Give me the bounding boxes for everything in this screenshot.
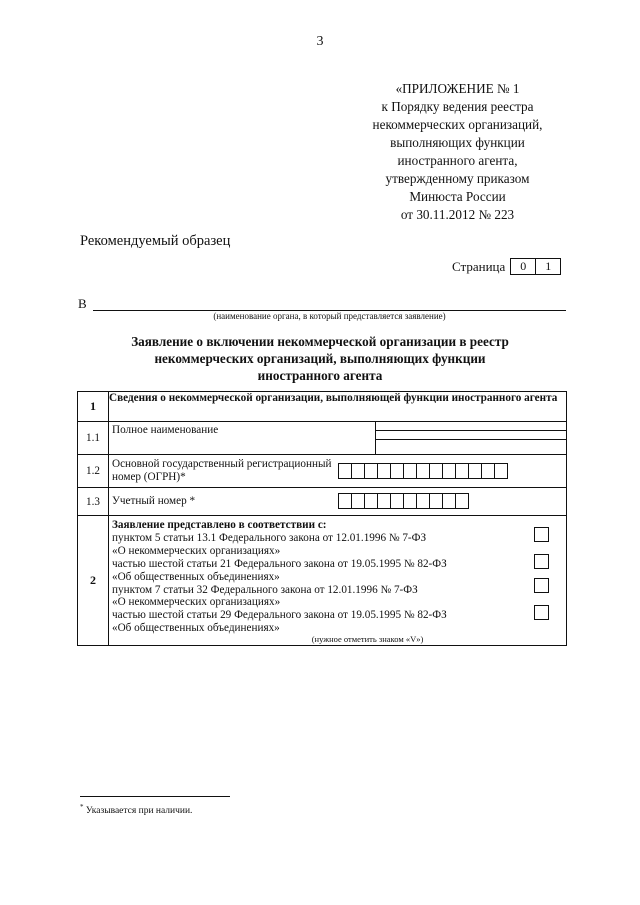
basis-item-line: пунктом 5 статьи 13.1 Федерального закона от 12.01.1996 № 7-ФЗ bbox=[112, 531, 427, 544]
appendix-block bbox=[345, 80, 570, 224]
basis-item-line: «Об общественных объединениях» bbox=[112, 570, 280, 583]
appendix-line: выполняющих функции bbox=[390, 135, 525, 150]
digit-cell[interactable] bbox=[455, 493, 469, 509]
footnote-text: Указывается при наличии. bbox=[85, 806, 193, 817]
digit-cell[interactable] bbox=[338, 493, 352, 509]
basis-note: (нужное отметить знаком «V») bbox=[311, 634, 424, 645]
title-line: иностранного агента bbox=[257, 368, 383, 383]
basis-item bbox=[112, 609, 563, 635]
row-number: 1 bbox=[78, 392, 109, 422]
full-name-cell bbox=[109, 422, 567, 455]
basis-item bbox=[112, 584, 563, 610]
section1-header-row bbox=[78, 392, 567, 422]
document-title bbox=[80, 333, 560, 384]
digit-cell[interactable] bbox=[351, 493, 365, 509]
page-number: 3 bbox=[316, 34, 324, 49]
digit-cell[interactable] bbox=[351, 463, 365, 479]
addressee-prefix: В bbox=[78, 296, 87, 311]
basis-cell bbox=[109, 516, 567, 646]
footnote-divider bbox=[80, 796, 230, 797]
full-name-field[interactable] bbox=[376, 422, 566, 454]
basis-item-line: «О некоммерческих организациях» bbox=[112, 544, 281, 557]
title-line: некоммерческих организаций, выполняющих функции bbox=[154, 351, 486, 366]
footnote bbox=[80, 803, 192, 816]
digit-cell[interactable] bbox=[494, 463, 508, 479]
page-field bbox=[452, 258, 561, 275]
appendix-line: иностранного агента, bbox=[397, 153, 518, 168]
title-line: Заявление о включении некоммерческой организации в реестр bbox=[131, 334, 509, 349]
addressee-caption: (наименование органа, в который представляется заявление) bbox=[213, 311, 446, 321]
ogrn-input-cells[interactable] bbox=[339, 463, 508, 479]
appendix-line: утвержденному приказом bbox=[385, 171, 530, 186]
digit-cell[interactable] bbox=[416, 493, 430, 509]
account-number-label: Учетный номер * bbox=[112, 494, 196, 507]
row-full-name bbox=[78, 422, 567, 455]
page-field-label: Страница bbox=[452, 258, 506, 274]
ogrn-label: Основной государственный регистрационный номер (ОГРН)* bbox=[112, 458, 332, 483]
digit-cell[interactable] bbox=[390, 463, 404, 479]
digit-cell[interactable] bbox=[338, 463, 352, 479]
basis-item bbox=[112, 532, 563, 558]
digit-cell[interactable] bbox=[377, 463, 391, 479]
basis-checkbox[interactable] bbox=[534, 554, 549, 569]
row-number: 1.3 bbox=[78, 488, 109, 516]
basis-header: Заявление представлено в соответствии с: bbox=[112, 519, 327, 531]
digit-cell[interactable] bbox=[481, 463, 495, 479]
digit-cell[interactable] bbox=[390, 493, 404, 509]
row-number: 1.1 bbox=[78, 422, 109, 455]
appendix-line: Минюста России bbox=[409, 189, 506, 204]
digit-cell[interactable] bbox=[455, 463, 469, 479]
appendix-line: некоммерческих организаций, bbox=[372, 117, 543, 132]
digit-cell[interactable] bbox=[364, 493, 378, 509]
row-number: 2 bbox=[78, 516, 109, 646]
basis-item-line: частью шестой статьи 21 Федерального закона от 19.05.1995 № 82-ФЗ bbox=[112, 557, 447, 570]
digit-cell[interactable] bbox=[403, 463, 417, 479]
full-name-label: Полное наименование bbox=[109, 422, 376, 454]
digit-cell[interactable] bbox=[403, 493, 417, 509]
basis-item-line: частью шестой статьи 29 Федерального закона от 19.05.1995 № 82-ФЗ bbox=[112, 609, 447, 622]
basis-item-line: «Об общественных объединениях» bbox=[112, 622, 280, 635]
digit-cell[interactable] bbox=[377, 493, 391, 509]
basis-item-line: «О некоммерческих организациях» bbox=[112, 596, 281, 609]
digit-cell[interactable] bbox=[429, 463, 443, 479]
recommended-sample-label: Рекомендуемый образец bbox=[80, 233, 231, 249]
row-account-number bbox=[78, 488, 567, 516]
appendix-line: к Порядку ведения реестра bbox=[381, 99, 534, 114]
appendix-line: от 30.11.2012 № 223 bbox=[400, 207, 515, 222]
application-form-table bbox=[77, 391, 567, 646]
section1-header: Сведения о некоммерческой организации, выполняющей функции иностранного агента bbox=[109, 392, 567, 422]
basis-item-line: пунктом 7 статьи 32 Федерального закона от 12.01.1996 № 7-ФЗ bbox=[112, 583, 418, 596]
row-ogrn bbox=[78, 455, 567, 488]
row-number: 1.2 bbox=[78, 455, 109, 488]
account-number-input-cells[interactable] bbox=[339, 493, 469, 509]
account-number-cell bbox=[109, 488, 567, 516]
digit-cell[interactable] bbox=[364, 463, 378, 479]
digit-cell[interactable] bbox=[429, 493, 443, 509]
footnote-mark: * bbox=[80, 803, 84, 811]
page-digit-box[interactable]: 1 bbox=[535, 258, 561, 275]
digit-cell[interactable] bbox=[442, 493, 456, 509]
basis-checkbox[interactable] bbox=[534, 527, 549, 542]
page-digit-box[interactable]: 0 bbox=[510, 258, 536, 275]
digit-cell[interactable] bbox=[416, 463, 430, 479]
section2-row bbox=[78, 516, 567, 646]
basis-checkbox[interactable] bbox=[534, 605, 549, 620]
basis-checkbox[interactable] bbox=[534, 578, 549, 593]
ogrn-cell bbox=[109, 455, 567, 488]
basis-item bbox=[112, 558, 563, 584]
appendix-line: «ПРИЛОЖЕНИЕ № 1 bbox=[395, 81, 520, 96]
digit-cell[interactable] bbox=[468, 463, 482, 479]
digit-cell[interactable] bbox=[442, 463, 456, 479]
